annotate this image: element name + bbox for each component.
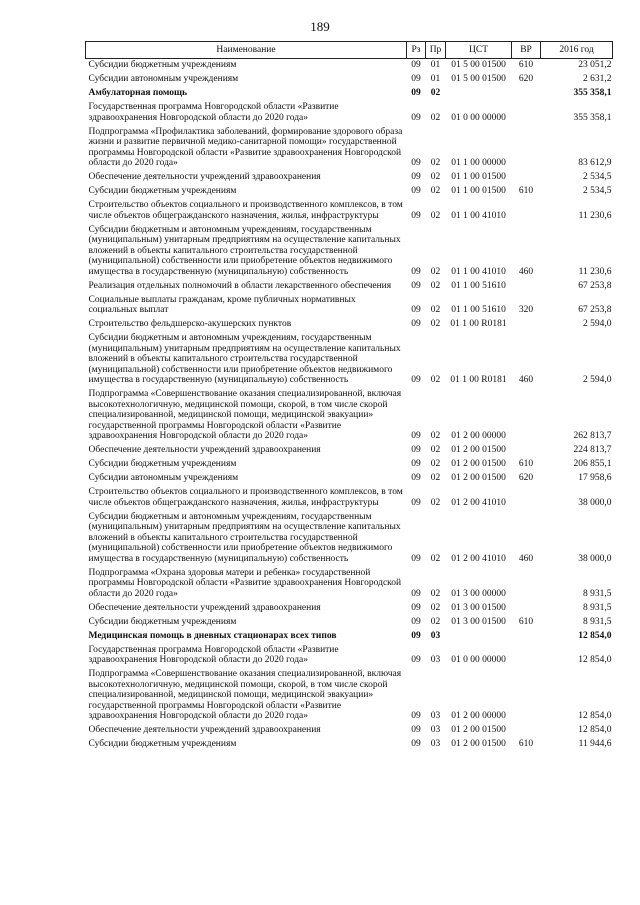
page-number: 189 — [310, 19, 330, 34]
cell-pr: 02 — [430, 553, 441, 564]
cell-cst: 01 1 00 R0181 — [450, 375, 507, 385]
cell-cst: 01 1 00 51610 — [451, 280, 506, 291]
table-row — [86, 616, 613, 630]
cell-name: Обеспечение деятельности учреждений здравоохранения — [88, 725, 321, 735]
cell-vr — [512, 126, 541, 172]
cell-name: Обеспечение деятельности учреждений здравоохранения — [88, 172, 321, 182]
cell-pr: 02 — [430, 588, 441, 599]
cell-rz: 09 — [411, 319, 421, 329]
cell-sum: 224 813,7 — [573, 445, 612, 455]
cell-name: Субсидии бюджетным учреждениям — [88, 739, 237, 749]
cell-vr: 610 — [518, 186, 534, 196]
cell-name: Субсидии бюджетным и автономным учреждениям, государственным (муниципальным) унитарным предприятиям на осуществление капитальных вложений в объекты капитального строительства государственной (муниципальной) собственности или приобретение объектов недвижимого имущества в государственную (муниципальную) собственность — [88, 224, 401, 277]
cell-vr: 610 — [518, 739, 534, 749]
cell-vr: 460 — [518, 375, 534, 385]
cell-vr — [512, 644, 541, 669]
cell-cst: 01 2 00 01500 — [451, 459, 506, 469]
table-row — [86, 101, 613, 126]
cell-rz: 09 — [411, 74, 421, 84]
cell-vr: 320 — [518, 305, 534, 315]
cell-cst: 01 3 00 01500 — [451, 616, 506, 627]
cell-rz: 09 — [411, 473, 421, 483]
cell-name: Субсидии бюджетным учреждениям — [88, 616, 237, 627]
cell-sum: 2 594,0 — [583, 375, 612, 385]
cell-vr — [512, 101, 541, 126]
cell-pr: 02 — [430, 459, 441, 469]
cell-cst: 01 2 00 41010 — [451, 497, 506, 508]
cell-vr — [512, 280, 541, 294]
cell-rz: 09 — [411, 88, 421, 98]
cell-sum: 38 000,0 — [578, 497, 612, 508]
table-row — [86, 486, 613, 511]
cell-name: Государственная программа Новгородской области «Развитие здравоохранения Новгородской области до 2020 года» — [88, 644, 339, 665]
cell-rz: 09 — [411, 375, 421, 385]
cell-rz: 09 — [411, 616, 421, 627]
header-sum: 2016 год — [541, 42, 613, 59]
cell-sum: 67 253,8 — [578, 305, 612, 315]
cell-vr: 460 — [518, 553, 534, 564]
cell-cst: 01 2 00 01500 — [451, 739, 506, 749]
table-row — [86, 630, 613, 644]
cell-pr: 02 — [430, 616, 441, 627]
header-name: Наименование — [86, 42, 407, 59]
header-pr: Пр — [426, 42, 446, 59]
cell-sum: 11 230,6 — [578, 210, 612, 221]
cell-cst: 01 1 00 51610 — [451, 305, 506, 315]
cell-pr: 02 — [430, 305, 441, 315]
cell-name: Субсидии автономным учреждениям — [88, 74, 239, 84]
cell-cst: 01 0 00 00000 — [451, 112, 506, 123]
table-row — [86, 567, 613, 602]
cell-rz: 09 — [411, 305, 421, 315]
cell-vr — [512, 567, 541, 602]
cell-cst: 01 5 00 01500 — [451, 60, 506, 70]
table-row — [86, 171, 613, 185]
cell-rz: 09 — [411, 172, 421, 182]
cell-cst: 01 2 00 01500 — [451, 473, 506, 483]
cell-cst: 01 0 00 00000 — [451, 655, 506, 665]
cell-name: Подпрограмма «Совершенствование оказания специализированной, включая высокотехнологичную, медицинской помощи, скорой, в том числе скорой специализированной, медицинской помощи, медицинской эвакуации» государственной программы Новгородской области «Развитие здравоохранения Новгородской области до 2020 года» — [88, 389, 402, 441]
cell-cst: 01 2 00 01500 — [451, 445, 506, 455]
cell-sum: 2 534,5 — [583, 186, 612, 196]
cell-name: Строительство фельдшерско-акушерских пунктов — [88, 319, 292, 329]
cell-pr: 03 — [430, 711, 441, 721]
cell-name: Строительство объектов социального и производственного комплексов, в том числе объектов общегражданского назначения, жилья, инфраструктуры — [88, 487, 403, 508]
cell-sum: 2 594,0 — [583, 319, 612, 329]
cell-rz: 09 — [411, 655, 421, 665]
cell-sum: 12 854,0 — [578, 711, 612, 721]
header-vr: ВР — [512, 42, 541, 59]
table-row — [86, 59, 613, 74]
cell-cst: 01 1 00 01500 — [451, 186, 506, 196]
table-row — [86, 388, 613, 444]
cell-name: Обеспечение деятельности учреждений здравоохранения — [88, 602, 321, 613]
cell-pr: 02 — [430, 210, 441, 221]
table-row — [86, 73, 613, 87]
cell-pr: 02 — [430, 280, 441, 291]
table-row — [86, 511, 613, 567]
cell-pr: 03 — [430, 725, 441, 735]
cell-name: Обеспечение деятельности учреждений здравоохранения — [88, 445, 321, 455]
cell-pr: 02 — [430, 319, 441, 329]
cell-sum: 206 855,1 — [573, 459, 612, 469]
cell-name: Подпрограмма «Охрана здоровья матери и ребенка» государственной программы Новгородской области «Развитие здравоохранения Новгородской области до 2020 года» — [88, 567, 402, 599]
cell-cst: 01 1 00 41010 — [451, 210, 506, 221]
cell-rz: 09 — [411, 445, 421, 455]
cell-rz: 09 — [411, 210, 421, 221]
cell-sum: 11 944,6 — [578, 739, 612, 749]
table-row — [86, 668, 613, 724]
cell-name: Субсидии бюджетным учреждениям — [88, 60, 237, 70]
cell-vr — [512, 602, 541, 616]
cell-sum: 355 358,1 — [573, 112, 612, 123]
cell-name: Субсидии бюджетным и автономным учреждениям, государственным (муниципальным) унитарным предприятиям на осуществление капитальных вложений в объекты капитального строительства государственной (муниципальной) собственности или приобретение объектов недвижимого имущества в государственную (муниципальную) собственность — [88, 333, 401, 385]
cell-rz: 09 — [411, 158, 421, 168]
cell-rz: 09 — [411, 739, 421, 749]
cell-rz: 09 — [411, 588, 421, 599]
cell-sum: 355 358,1 — [573, 88, 612, 98]
cell-rz: 09 — [411, 280, 421, 291]
table-row — [86, 87, 613, 101]
cell-vr — [512, 630, 541, 644]
header-rz: Рз — [407, 42, 426, 59]
cell-sum: 38 000,0 — [578, 553, 612, 564]
table-row — [86, 224, 613, 280]
cell-pr: 02 — [430, 445, 441, 455]
table-row — [86, 458, 613, 472]
cell-pr: 02 — [430, 602, 441, 613]
cell-name: Медицинская помощь в дневных стационарах всех типов — [88, 630, 337, 641]
budget-table — [85, 41, 613, 752]
cell-cst: 01 2 00 41010 — [451, 553, 506, 564]
table-body — [86, 59, 613, 753]
cell-sum: 8 931,5 — [583, 588, 612, 599]
cell-pr: 02 — [430, 158, 441, 168]
cell-pr: 02 — [430, 186, 441, 196]
table-row — [86, 472, 613, 486]
cell-pr: 03 — [430, 655, 441, 665]
cell-vr: 620 — [518, 473, 534, 483]
cell-vr — [512, 199, 541, 224]
table-row — [86, 294, 613, 319]
cell-cst — [446, 630, 512, 644]
cell-rz: 09 — [411, 60, 421, 70]
cell-sum: 2 534,5 — [583, 172, 612, 182]
cell-name: Подпрограмма «Совершенствование оказания специализированной, включая высокотехнологичную, медицинской помощи, скорой, в том числе скорой специализированной, медицинской помощи, медицинской эвакуации» государственной программы Новгородской области «Развитие здравоохранения Новгородской области до 2020 года» — [88, 669, 402, 721]
table-row — [86, 644, 613, 669]
cell-sum: 11 230,6 — [578, 266, 612, 277]
cell-name: Субсидии бюджетным учреждениям — [88, 459, 237, 469]
cell-vr — [512, 388, 541, 444]
cell-pr: 01 — [430, 74, 441, 84]
cell-name: Государственная программа Новгородской области «Развитие здравоохранения Новгородской области до 2020 года» — [88, 102, 339, 123]
cell-name: Субсидии бюджетным учреждениям — [88, 186, 237, 196]
table-row — [86, 444, 613, 458]
cell-sum: 262 813,7 — [573, 431, 612, 441]
cell-rz: 09 — [411, 602, 421, 613]
cell-vr — [512, 668, 541, 724]
cell-vr: 620 — [518, 74, 534, 84]
cell-name: Субсидии бюджетным и автономным учреждениям, государственным (муниципальным) унитарным предприятиям на осуществление капитальных вложений в объекты капитального строительства государственной (муниципальной) собственности или приобретение объектов недвижимого имущества в государственную (муниципальную) собственность — [88, 511, 401, 564]
cell-rz: 09 — [411, 186, 421, 196]
cell-vr: 610 — [518, 60, 534, 70]
cell-pr: 02 — [430, 497, 441, 508]
cell-pr: 03 — [430, 630, 441, 641]
cell-cst: 01 1 00 R0181 — [450, 319, 507, 329]
table-row — [86, 126, 613, 172]
cell-rz: 09 — [411, 431, 421, 441]
cell-cst: 01 2 00 00000 — [451, 431, 506, 441]
cell-rz: 09 — [411, 497, 421, 508]
cell-cst — [446, 87, 512, 101]
cell-rz: 09 — [411, 711, 421, 721]
cell-cst: 01 1 00 41010 — [451, 266, 506, 277]
cell-vr — [512, 171, 541, 185]
cell-vr — [512, 486, 541, 511]
cell-name: Амбулаторная помощь — [88, 88, 188, 98]
cell-cst: 01 2 00 00000 — [451, 711, 506, 721]
cell-sum: 67 253,8 — [578, 280, 612, 291]
cell-sum: 12 854,0 — [578, 630, 612, 641]
cell-rz: 09 — [411, 459, 421, 469]
table-row — [86, 332, 613, 388]
cell-pr: 02 — [430, 112, 441, 123]
cell-name: Социальные выплаты гражданам, кроме публичных нормативных социальных выплат — [88, 294, 356, 315]
cell-sum: 17 958,6 — [578, 473, 612, 483]
cell-rz: 09 — [411, 725, 421, 735]
cell-sum: 2 631,2 — [583, 74, 612, 84]
cell-cst: 01 3 00 00000 — [451, 588, 506, 599]
cell-vr — [512, 318, 541, 332]
cell-pr: 02 — [430, 473, 441, 483]
cell-cst: 01 3 00 01500 — [451, 602, 506, 613]
cell-sum: 12 854,0 — [578, 725, 612, 735]
cell-sum: 8 931,5 — [583, 616, 612, 627]
cell-pr: 02 — [430, 88, 441, 98]
cell-cst: 01 1 00 00000 — [451, 158, 506, 168]
cell-cst: 01 1 00 01500 — [451, 172, 506, 182]
cell-vr — [512, 724, 541, 738]
cell-sum: 83 612,9 — [578, 158, 612, 168]
table-row — [86, 724, 613, 738]
cell-sum: 23 051,2 — [578, 60, 612, 70]
table-row — [86, 185, 613, 199]
cell-pr: 03 — [430, 739, 441, 749]
cell-pr: 02 — [430, 431, 441, 441]
cell-pr: 01 — [430, 60, 441, 70]
cell-cst: 01 2 00 01500 — [451, 725, 506, 735]
cell-rz: 09 — [411, 112, 421, 123]
cell-pr: 02 — [430, 266, 441, 277]
cell-vr: 610 — [518, 459, 534, 469]
cell-pr: 02 — [430, 172, 441, 182]
cell-vr: 460 — [518, 266, 534, 277]
cell-vr — [512, 444, 541, 458]
cell-name: Строительство объектов социального и производственного комплексов, в том числе объектов общегражданского назначения, жилья, инфраструктуры — [88, 200, 403, 221]
cell-name: Субсидии автономным учреждениям — [88, 473, 239, 483]
table-row — [86, 280, 613, 294]
cell-vr — [512, 87, 541, 101]
cell-name: Реализация отдельных полномочий в области лекарственного обеспечения — [88, 280, 392, 291]
cell-sum: 8 931,5 — [583, 602, 612, 613]
header-cst: ЦСТ — [446, 42, 512, 59]
table-row — [86, 738, 613, 752]
table-header-row — [86, 42, 613, 59]
cell-pr: 02 — [430, 375, 441, 385]
cell-rz: 09 — [411, 553, 421, 564]
table-row — [86, 602, 613, 616]
cell-sum: 12 854,0 — [578, 655, 612, 665]
cell-vr: 610 — [518, 616, 534, 627]
table-row — [86, 318, 613, 332]
cell-rz: 09 — [411, 630, 421, 641]
cell-rz: 09 — [411, 266, 421, 277]
cell-name: Подпрограмма «Профилактика заболеваний, формирование здорового образа жизни и развитие первичной медико-санитарной помощи» государственной программы Новгородской области «Развитие здравоохранения Новгородской области до 2020 года» — [88, 126, 403, 168]
cell-cst: 01 5 00 01500 — [451, 74, 506, 84]
table-row — [86, 199, 613, 224]
